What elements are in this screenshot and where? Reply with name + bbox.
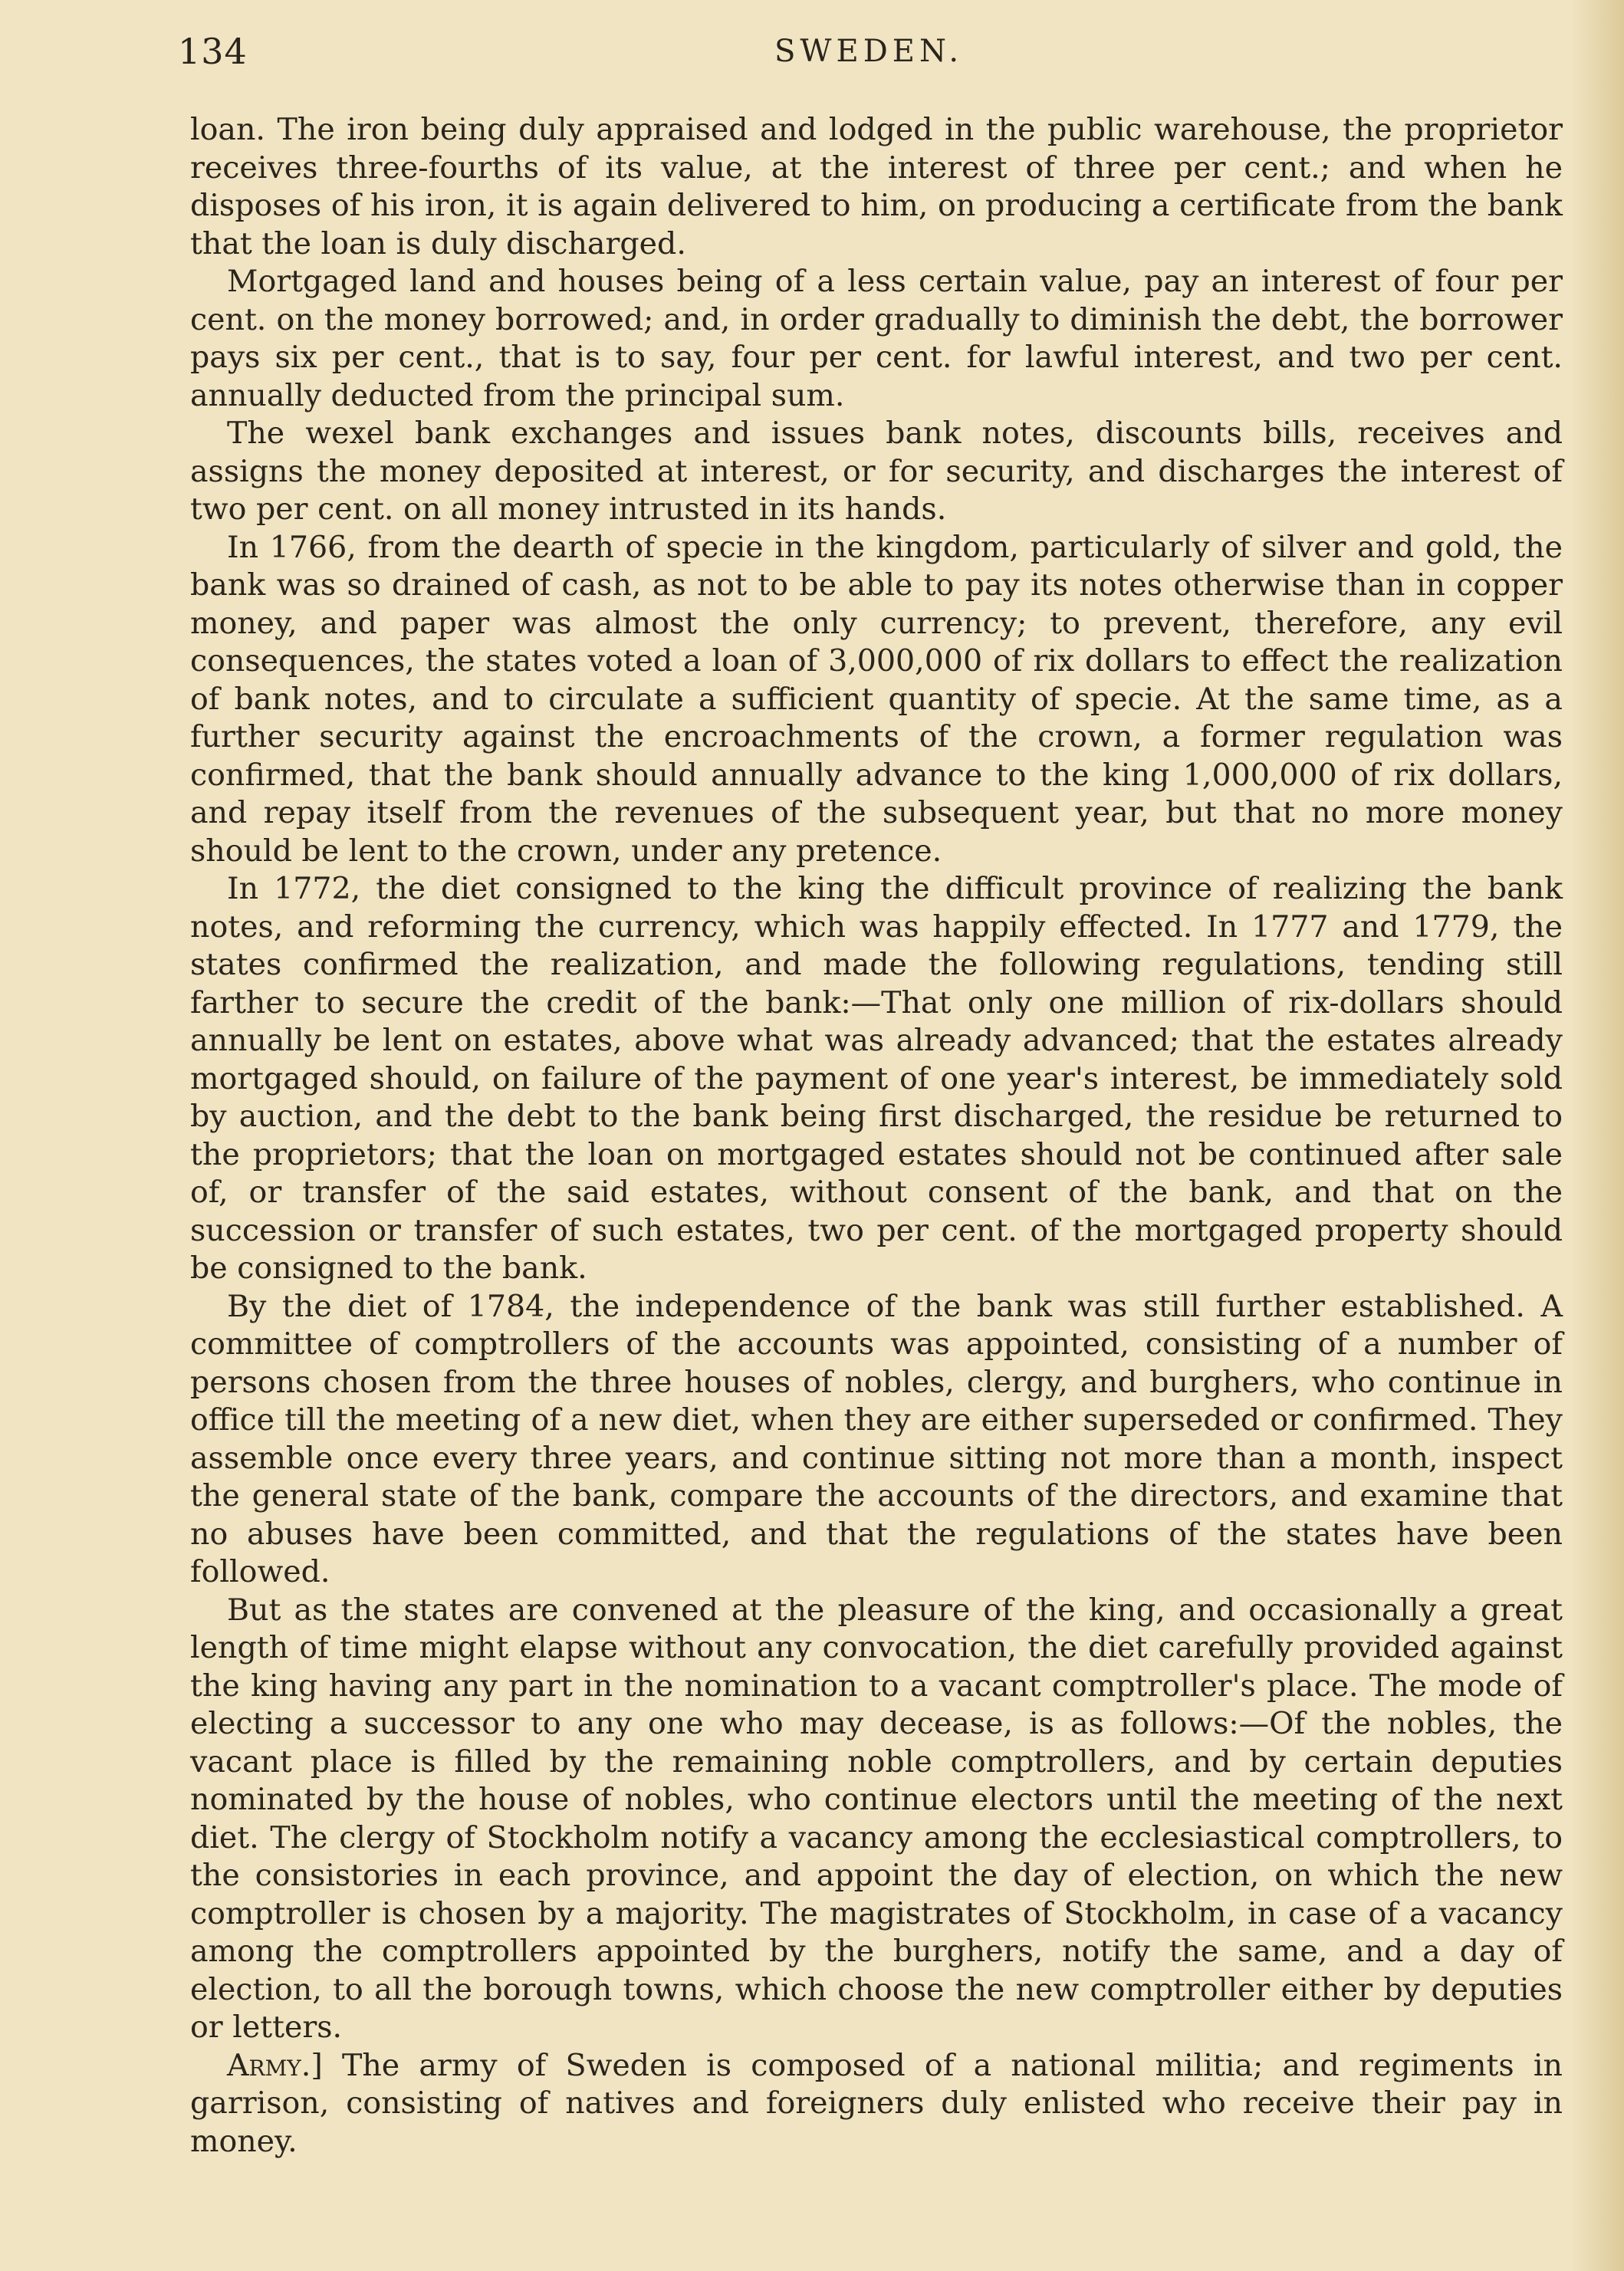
paragraph-army <box>190 2047 1563 2161</box>
paragraph-1766: In 1766, from the dearth of specie in the kingdom, particularly of silver and gold, the bank was so drained of cash, as not to be able to pay its notes otherwise than in copper money, and paper was almost the only currency; to prevent, therefore, any evil consequences, the states voted a loan of 3,000,000 of rix dollars to effect the realization of bank notes, and to circulate a sufficient quantity of specie. At the same time, as a further security against the encroachments of the crown, a former regulation was confirmed, that the bank should annually advance to the king 1,000,000 of rix dollars, and repay itself from the revenues of the subsequent year, but that no more money should be lent to the crown, under any pretence. <box>190 529 1563 869</box>
paragraph-comptroller-election: But as the states are convened at the pleasure of the king, and occasionally a great length of time might elapse without any convocation, the diet carefully provided against the king having any part in the nomination to a vacant comptroller's place. The mode of electing a successor to any one who may decease, is as follows:—Of the nobles, the vacant place is filled by the remaining noble comptrollers, and by certain deputies nominated by the house of nobles, who continue electors until the meeting of the next diet. The clergy of Stockholm notify a vacancy among the ecclesiastical comptrollers, to the consistories in each province, and appoint the day of election, on which the new comptroller is chosen by a majority. The magistrates of Stockholm, in case of a vacancy among the comptrollers appointed by the burghers, notify the same, and a day of election, to all the borough towns, which choose the new comptroller either by deputies or letters. <box>190 1592 1563 2045</box>
paragraph-wexel-bank: The wexel bank exchanges and issues bank notes, discounts bills, receives and assigns the money deposited at interest, or for security, and discharges the interest of two per cent. on all money intrusted in its hands. <box>190 416 1563 527</box>
paragraph-1772: In 1772, the diet consigned to the king the difficult province of realizing the bank notes, and reforming the currency, which was happily effected. In 1777 and 1779, the states confirmed the realization, and made the following regulations, tending still farther to secure the credit of the bank:—That only one million of rix-dollars should annually be lent on estates, above what was already advanced; that the estates already mortgaged should, on failure of the payment of one year's interest, be immediately sold by auction, and the debt to the bank being first discharged, the residue be returned to the proprietors; that the loan on mortgaged estates should not be continued after sale of, or transfer of the said estates, without consent of the bank, and that on the succession or transfer of such estates, two per cent. of the mortgaged property should be consigned to the bank. <box>190 871 1563 1286</box>
running-head: SWEDEN. <box>774 34 964 69</box>
page-header <box>0 31 1624 84</box>
paragraph-mortgaged-land: Mortgaged land and houses being of a less certain value, pay an interest of four per cent. on the money borrowed; and, in order gradually to diminish the debt, the borrower pays six per cent., that is to say, four per cent. for lawful interest, and two per cent. annually deducted from the principal sum. <box>190 264 1563 413</box>
paragraph-army-text: The army of Sweden is composed of a national militia; and regiments in garrison, consisting of natives and foreigners duly enlisted who receive their pay in money. <box>190 2047 1563 2159</box>
paragraph-1784: By the diet of 1784, the independence of the bank was still further established. A committee of comptrollers of the accounts was appointed, consisting of a number of persons chosen from the three houses of nobles, clergy, and burghers, who continue in office till the meeting of a new diet, when they are either superseded or confirmed. They assemble once every three years, and continue sitting not more than a month, inspect the general state of the bank, compare the accounts of the directors, and examine that no abuses have been committed, and that the regulations of the states have been followed. <box>190 1288 1563 1589</box>
paragraph-loan-continuation: loan. The iron being duly appraised and lodged in the public warehouse, the proprietor receives three-fourths of its value, at the interest of three per cent.; and when he disposes of his iron, it is again delivered to him, on producing a certificate from the bank that the loan is duly discharged. <box>190 112 1563 261</box>
body-text <box>190 111 1563 2161</box>
section-heading-army: Army.] <box>227 2047 323 2083</box>
page-number: 134 <box>178 31 248 72</box>
